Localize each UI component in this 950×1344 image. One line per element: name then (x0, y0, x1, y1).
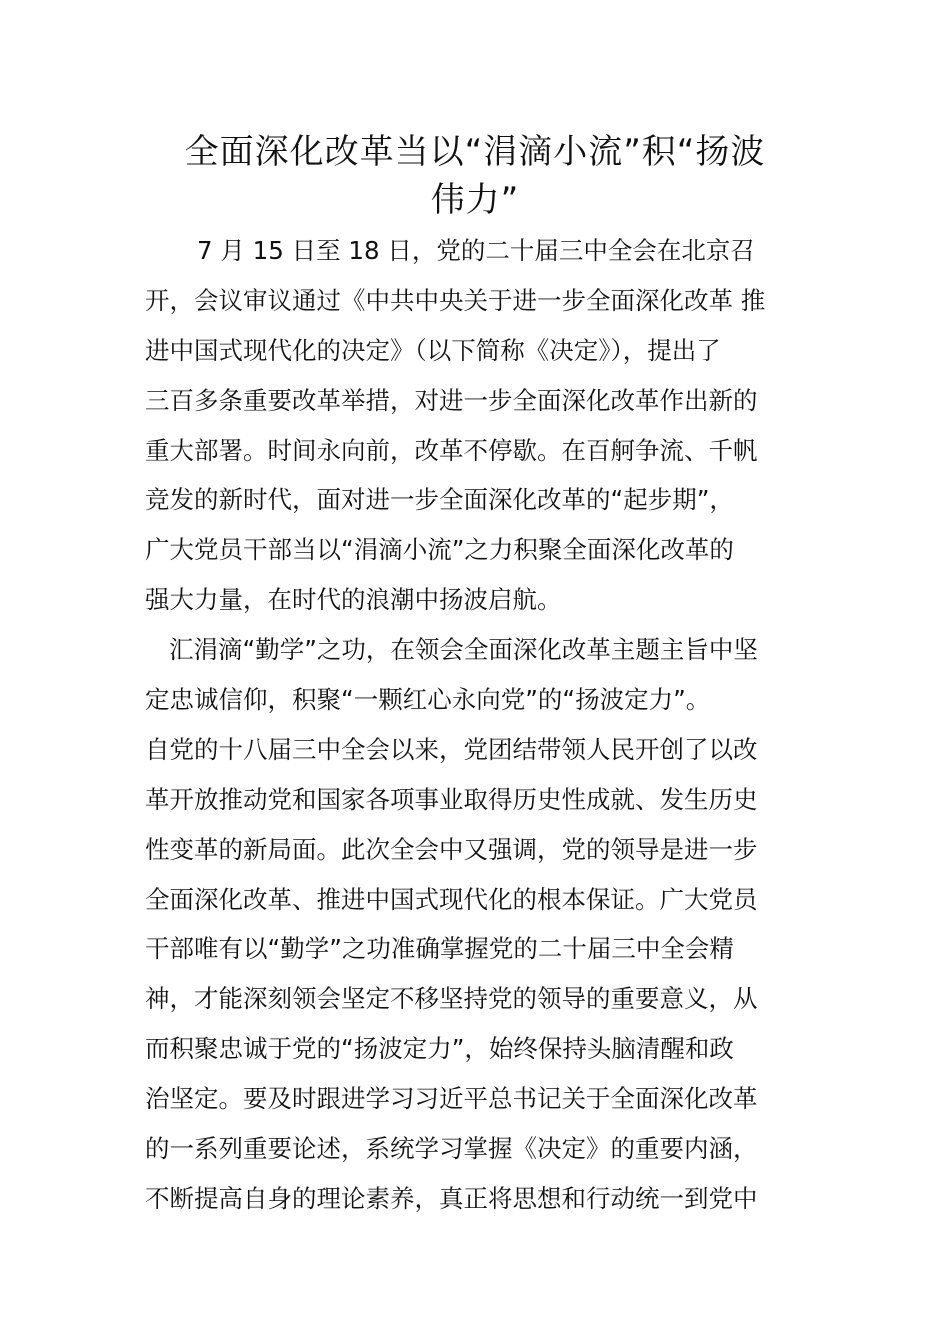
text-line: 进中国式现代化的决定》（以下简称《决定》），提出了 (145, 335, 721, 365)
paragraph-1 (145, 226, 815, 625)
text-line: 汇涓滴“勤学”之功，在领会全面深化改革主题主旨中坚 (169, 635, 758, 665)
text-line: 竞发的新时代，面对进一步全面深化改革的“起步期”， (145, 485, 734, 515)
document-title (130, 128, 820, 224)
text-line: 广大党员干部当以“涓滴小流”之力积聚全面深化改革的 (145, 535, 734, 565)
document-body (145, 226, 815, 1224)
text-line: 三百多条重要改革举措，对进一步全面深化改革作出新的 (145, 385, 758, 415)
text-line: 开，会议审议通过《中共中央关于进一步全面深化改革 推 (145, 285, 766, 315)
text-line: 性变革的新局面。此次全会中又强调，党的领导是进一步 (145, 834, 758, 864)
paragraph-2 (145, 625, 815, 1224)
text-line: 全面深化改革、推进中国式现代化的根本保证。广大党员 (145, 884, 758, 914)
text-line: 定忠诚信仰，积聚“一颗红心永向党”的“扬波定力”。 (145, 685, 711, 715)
text-line: 神，才能深刻领会坚定不移坚持党的领导的重要意义，从 (145, 984, 758, 1014)
text-line: 7 月 15 日至 18 日，党的二十届三中全会在北京召 (197, 236, 755, 265)
text-line: 自党的十八届三中全会以来，党团结带领人民开创了以改 (145, 734, 758, 764)
text-line: 的一系列重要论述，系统学习掌握《决定》的重要内涵， (145, 1134, 758, 1164)
text-line: 不断提高自身的理论素养，真正将思想和行动统一到党中 (145, 1183, 758, 1213)
text-line: 重大部署。时间永向前，改革不停歇。在百舸争流、千帆 (145, 435, 758, 465)
title-line: 全面深化改革当以“涓滴小流”积“扬波 (184, 132, 766, 172)
title-line: 伟力” (430, 180, 520, 220)
text-line: 干部唯有以“勤学”之功准确掌握党的二十届三中全会精 (145, 934, 734, 964)
text-line: 革开放推动党和国家各项事业取得历史性成就、发生历史 (145, 784, 758, 814)
text-line: 强大力量，在时代的浪潮中扬波启航。 (145, 585, 562, 615)
text-line: 治坚定。要及时跟进学习习近平总书记关于全面深化改革 (145, 1084, 758, 1114)
text-line: 而积聚忠诚于党的“扬波定力”，始终保持头脑清醒和政 (145, 1034, 734, 1064)
